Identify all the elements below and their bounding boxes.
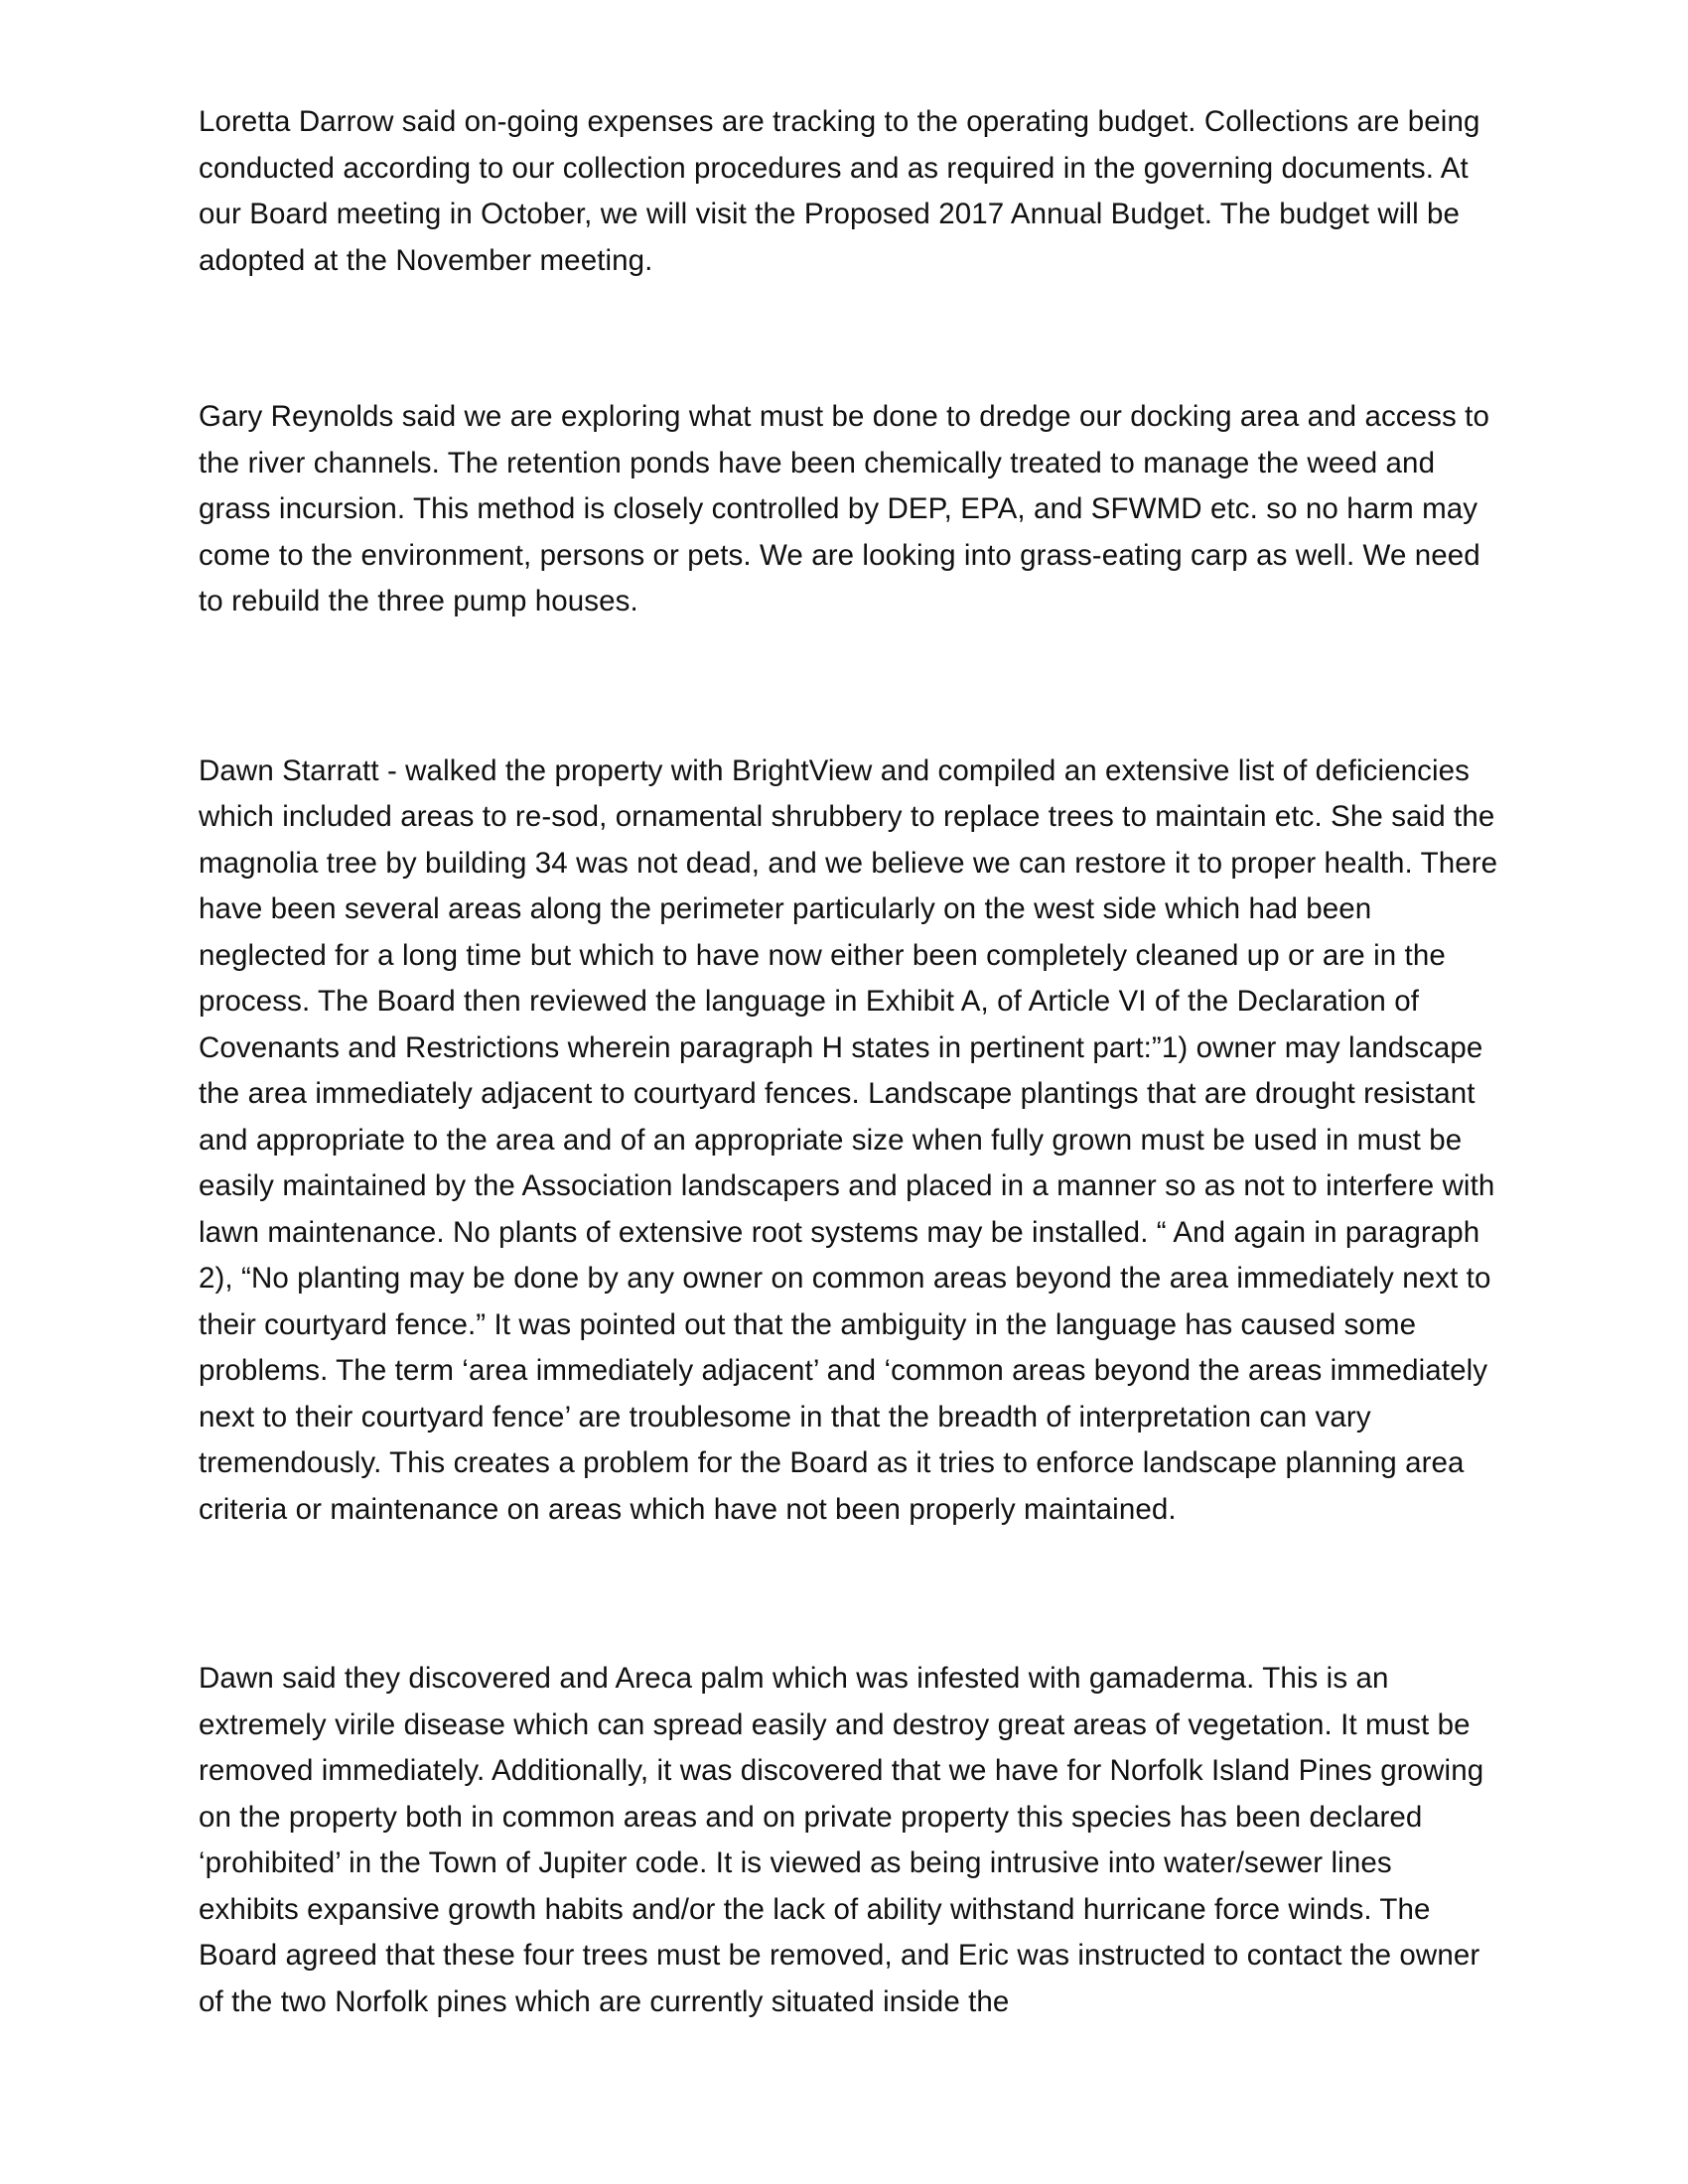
paragraph-landscape-report: Dawn Starratt - walked the property with BrightView and compiled an extensive list of deficiencies which included areas to re-sod, ornamental shrubbery to replace trees to maintain etc. She said the magnolia tree by building 34 was not dead, and we believe we can restore it to proper health. There have been several areas along the perimeter particularly on the west side which had been neglected for a long time but which to have now either been completely cleaned up or are in the process. The Board then reviewed the language in Exhibit A, of Article VI of the Declaration of Covenants and Restrictions wherein paragraph H states in pertinent part:”1) owner may landscape the area immediately adjacent to courtyard fences. Landscape plantings that are drought resistant and appropriate to the area and of an appropriate size when fully grown must be used in must be easily maintained by the Association landscapers and placed in a manner so as not to interfere with lawn maintenance. No plants of extensive root systems may be installed. “ And again in paragraph 2), “No planting may be done by any owner on common areas beyond the area immediately next to their courtyard fence.” It was pointed out that the ambiguity in the language has caused some problems. The term ‘area immediately adjacent’ and ‘common areas beyond the areas immediately next to their courtyard fence’ are troublesome in that the breadth of interpretation can vary tremendously. This creates a problem for the Board as it tries to enforce landscape planning area criteria or maintenance on areas which have not been properly maintained. <box>199 753 1498 1526</box>
paragraph-spacer <box>199 284 1499 394</box>
paragraph-tree-removal: Dawn said they discovered and Areca palm which was infested with gamaderma. This is an extremely virile disease which can spread easily and destroy great areas of vegetation. It must be removed immediately. Additionally, it was discovered that we have for Norfolk Island Pines growing on the property both in common areas and on private property this species has been declared ‘prohibited’ in the Town of Jupiter code. It is viewed as being intrusive into water/sewer lines exhibits expansive growth habits and/or the lack of ability withstand hurricane force winds. The Board agreed that these four trees must be removed, and Eric was instructed to contact the owner of the two Norfolk pines which are currently situated inside the <box>199 1662 1484 2018</box>
paragraph-waterways-report: Gary Reynolds said we are exploring what must be done to dredge our docking area and access to the river channels. The retention ponds have been chemically treated to manage the weed and grass incursion. This method is closely controlled by DEP, EPA, and SFWMD etc. so no harm may come to the environment, persons or pets. We are looking into grass-eating carp as well. We need to rebuild the three pump houses. <box>199 400 1489 617</box>
document-body <box>199 99 1499 2025</box>
paragraph-spacer <box>199 1533 1499 1656</box>
paragraph-spacer <box>199 625 1499 749</box>
paragraph-treasurer-report: Loretta Darrow said on-going expenses are tracking to the operating budget. Collections are being conducted according to our collection procedures and as required in the governing documents. At our Board meeting in October, we will visit the Proposed 2017 Annual Budget. The budget will be adopted at the November meeting. <box>199 105 1480 277</box>
